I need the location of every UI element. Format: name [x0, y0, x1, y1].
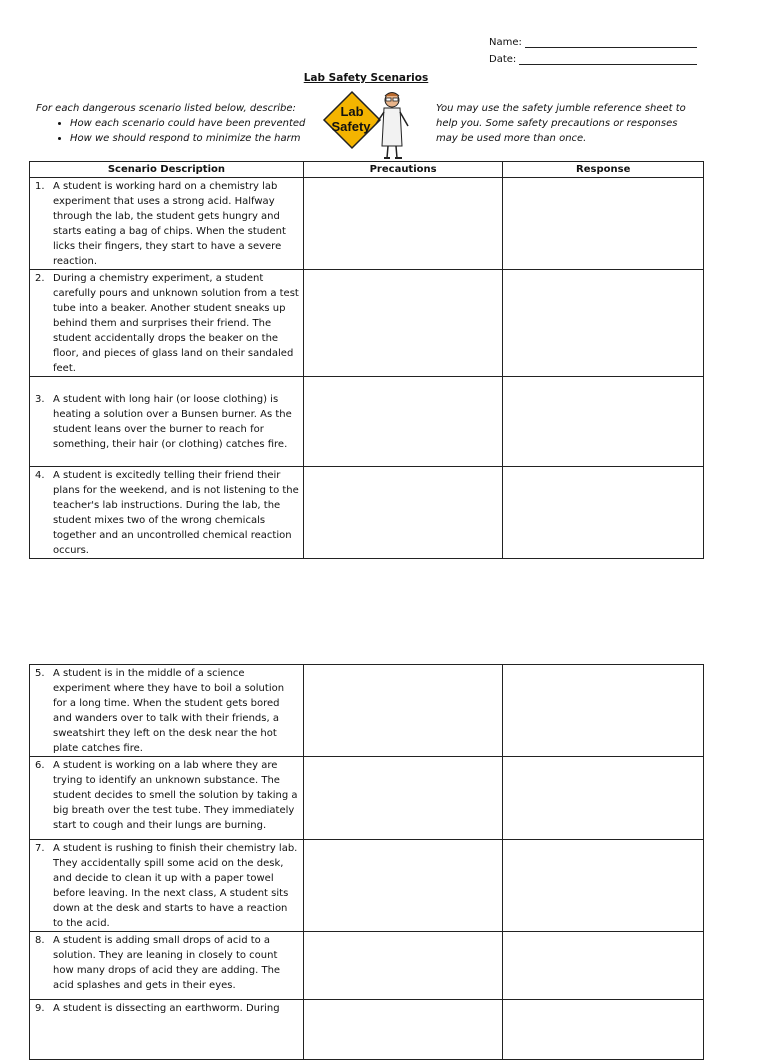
scenario-number: 2.	[35, 273, 45, 284]
scenario-text: A student is excitedly telling their friend their plans for the weekend, and is not listening to the teacher's lab instructions. During the lab, the student mixes two of the wrong chemicals together and an uncontrolled chemical reaction occurs.	[53, 470, 299, 556]
precautions-answer-cell[interactable]	[303, 840, 503, 932]
scenario-cell	[30, 377, 304, 467]
table-row	[30, 377, 704, 467]
scenarios-table-page2	[29, 664, 704, 1060]
header-response: Response	[503, 162, 704, 178]
scenario-cell	[30, 178, 304, 270]
scenario-number: 9.	[35, 1003, 45, 1014]
page-title: Lab Safety Scenarios	[303, 72, 429, 84]
name-blank-line[interactable]	[525, 36, 697, 48]
date-blank-line[interactable]	[519, 53, 697, 65]
precautions-answer-cell[interactable]	[303, 467, 503, 559]
table-row	[30, 1000, 704, 1060]
scenario-cell	[30, 270, 304, 377]
response-answer-cell[interactable]	[503, 1000, 704, 1060]
scenario-number: 5.	[35, 668, 45, 679]
scenario-cell	[30, 840, 304, 932]
instructions-lead: For each dangerous scenario listed below, describe:	[36, 103, 296, 114]
precautions-answer-cell[interactable]	[303, 178, 503, 270]
table-row	[30, 757, 704, 840]
table-row	[30, 932, 704, 1000]
response-answer-cell[interactable]	[503, 840, 704, 932]
instructions-item: • How we should respond to minimize the harm	[70, 131, 306, 146]
response-answer-cell[interactable]	[503, 270, 704, 377]
instructions-block	[36, 101, 306, 146]
scenario-number: 8.	[35, 935, 45, 946]
header-scenario-description: Scenario Description	[30, 162, 304, 178]
precautions-answer-cell[interactable]	[303, 757, 503, 840]
scenario-text: A student is in the middle of a science experiment where they have to boil a solution for a long time. When the student gets bored and wanders over to talk with their friends, a sweatshirt they left on the desk near the hot plate catches fire.	[53, 668, 285, 754]
scenario-text: During a chemistry experiment, a student carefully pours and unknown solution from a test tube into a beaker. Another student sneaks up behind them and surprises their friend. The student accidentally drops the beaker on the floor, and pieces of glass land on their sandaled feet.	[53, 273, 299, 374]
table-row	[30, 467, 704, 559]
lab-safety-logo	[318, 86, 418, 162]
scenario-text: A student is rushing to finish their chemistry lab. They accidentally spill some acid on the desk, and decide to clean it up with a paper towel before leaving. In the next class, A student sits down at the desk and starts to have a reaction to the acid.	[53, 843, 298, 929]
logo-line1: Lab	[340, 104, 364, 119]
scenario-number: 6.	[35, 760, 45, 771]
response-answer-cell[interactable]	[503, 757, 704, 840]
scenario-cell	[30, 665, 304, 757]
scenario-text: A student is working on a lab where they are trying to identify an unknown substance. The student decides to smell the solution by taking a big breath over the test tube. They immediately start to cough and their lungs are burning.	[53, 760, 298, 831]
scenario-cell	[30, 757, 304, 840]
response-answer-cell[interactable]	[503, 377, 704, 467]
name-field-row	[489, 36, 697, 48]
date-field-row	[489, 53, 697, 65]
name-label: Name:	[489, 37, 522, 48]
precautions-answer-cell[interactable]	[303, 377, 503, 467]
scenario-text: A student is adding small drops of acid to a solution. They are leaning in closely to count how many drops of acid they are adding. The acid splashes and gets in their eyes.	[53, 935, 281, 991]
reference-note: You may use the safety jumble reference sheet to help you. Some safety precautions or responses may be used more than once.	[436, 103, 686, 144]
precautions-answer-cell[interactable]	[303, 665, 503, 757]
instructions-item: • How each scenario could have been prevented	[70, 116, 306, 131]
response-answer-cell[interactable]	[503, 665, 704, 757]
scenario-text: A student is working hard on a chemistry lab experiment that uses a strong acid. Halfway through the lab, the student gets hungry and starts eating a bag of chips. When the student licks their fingers, they start to have a severe reaction.	[53, 181, 286, 267]
scenario-text: A student with long hair (or loose clothing) is heating a solution over a Bunsen burner. As the student leans over the burner to reach for something, their hair (or clothing) catches fire.	[53, 394, 292, 450]
scenario-text: A student is dissecting an earthworm. During	[53, 1003, 280, 1014]
precautions-answer-cell[interactable]	[303, 932, 503, 1000]
scenario-number: 4.	[35, 470, 45, 481]
response-answer-cell[interactable]	[503, 932, 704, 1000]
precautions-answer-cell[interactable]	[303, 270, 503, 377]
precautions-answer-cell[interactable]	[303, 1000, 503, 1060]
scenarios-table-page1	[29, 161, 704, 559]
response-answer-cell[interactable]	[503, 178, 704, 270]
table-row	[30, 178, 704, 270]
header-precautions: Precautions	[303, 162, 503, 178]
date-label: Date:	[489, 54, 517, 65]
scenario-cell	[30, 467, 304, 559]
instructions-list	[36, 116, 306, 146]
lab-safety-sign-icon	[318, 86, 418, 162]
logo-line2: Safety	[331, 119, 371, 134]
table-row	[30, 840, 704, 932]
table-row	[30, 665, 704, 757]
scenario-number: 7.	[35, 843, 45, 854]
response-answer-cell[interactable]	[503, 467, 704, 559]
scenario-number: 1.	[35, 181, 45, 192]
table-row	[30, 270, 704, 377]
table-header-row	[30, 162, 704, 178]
scenario-cell	[30, 1000, 304, 1060]
scenario-cell	[30, 932, 304, 1000]
scenario-number: 3.	[35, 394, 45, 405]
